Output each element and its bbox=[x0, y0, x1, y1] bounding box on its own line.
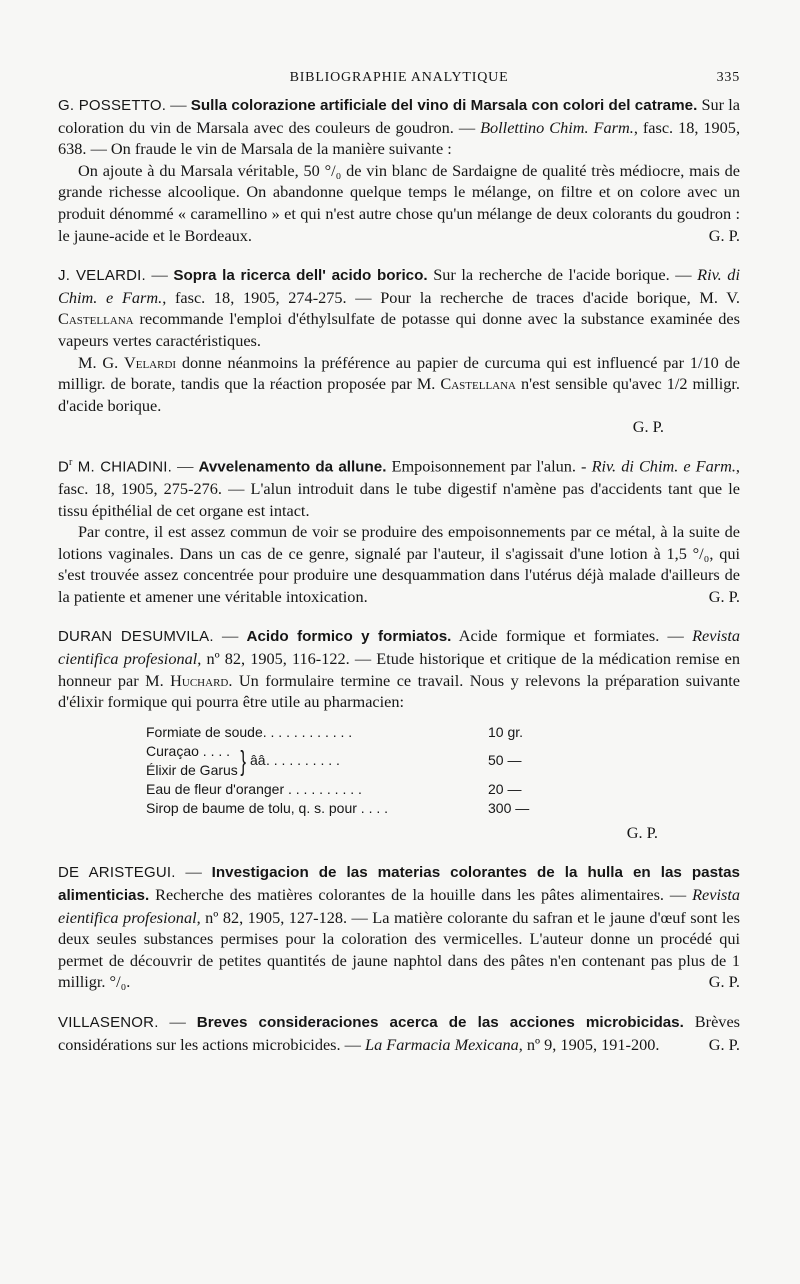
entry-dash: — bbox=[175, 862, 212, 882]
entry-author-sup: r bbox=[69, 456, 73, 468]
entry-translation: Recherche des matières colorantes de la houille dans les pâtes alimentaires. — bbox=[149, 885, 693, 905]
formula-row bbox=[146, 723, 546, 742]
entry-abstract-para: Par contre, il est assez commun de voir se produire des empoisonnements par ce métal, à la suite de lotions vaginales. Dans un cas de ce genre, signalé par l'auteur, il s'agissait d'une lotion à 1,5 °/₀, qui s'est trouvée assez concentrée pour produire une desquammation dans l'utérus déjà malade d'ailleurs de la patiente et amener une véritable intoxication. bbox=[58, 522, 740, 606]
entry-author: DURAN DESUMVILA. bbox=[58, 628, 214, 646]
entry-dash: — bbox=[158, 1012, 197, 1032]
person-name: Castellana bbox=[58, 309, 134, 329]
entry-title: Investigacion de las materias colorantes de la hulla en las pastas alimenticias. bbox=[58, 864, 740, 905]
entry-title: Avvelenamento da allune. bbox=[198, 458, 387, 476]
entry-abstract: , fasc. 18, 1905, 638. — On fraude le vin de Marsala de la manière suivante : bbox=[58, 117, 741, 159]
page-number: 335 bbox=[716, 70, 740, 85]
entry-title: Sopra la ricerca dell' acido borico. bbox=[173, 267, 428, 285]
formula-quantity: 50 — bbox=[488, 752, 522, 769]
bibliography-entry-aristegui bbox=[58, 861, 740, 993]
entry-signature: G. P. bbox=[708, 586, 740, 606]
entry-source: Riv. di Chim. e Farm. bbox=[58, 265, 740, 307]
formula-dots: . . . . . . . . . . bbox=[266, 752, 340, 769]
entry-signature: G. P. bbox=[626, 822, 658, 842]
entry-abstract: , fasc. 18, 1905, 274-275. — Pour la recherche de traces d'acide borique, M. V. bbox=[162, 287, 741, 307]
page bbox=[58, 64, 740, 1055]
entry-abstract-para-end: n'est sensible qu'avec 1/2 milligr. d'acide borique. bbox=[58, 374, 740, 415]
entry-author: DE ARISTEGUI. bbox=[58, 864, 176, 882]
entry-dash: — bbox=[213, 626, 247, 646]
entry-title: Acido formico y formiatos. bbox=[246, 628, 452, 646]
formula-quantity: 10 gr. bbox=[488, 723, 524, 740]
entry-translation: Empoisonnement par l'alun. - bbox=[386, 456, 592, 476]
entry-abstract: , fasc. 18, 1905, 275-276. — L'alun introduit dans le tube digestif n'amène pas d'accidents tant que le tissu épithélial de cet organe est intact. bbox=[58, 456, 740, 520]
formula-ingredient: Élixir de Garus bbox=[146, 761, 238, 778]
entry-author: J. VELARDI. bbox=[58, 267, 146, 285]
running-header bbox=[58, 64, 740, 94]
formula-row-brace bbox=[146, 742, 546, 780]
entry-source: Revista cientifica profesional bbox=[58, 626, 740, 669]
formula-quantity: 300 — bbox=[488, 799, 530, 816]
entry-abstract: , nº 9, 1905, 191-200. bbox=[518, 1034, 660, 1054]
entry-title: Sulla colorazione artificiale del vino di Marsala con colori del catrame. bbox=[190, 97, 698, 114]
entry-abstract-para: M. G. bbox=[78, 352, 124, 372]
entry-source: Bollettino Chim. Farm. bbox=[480, 117, 634, 137]
entry-signature: G. P. bbox=[708, 225, 740, 245]
formula-row bbox=[146, 780, 546, 799]
formula-table bbox=[146, 723, 546, 818]
entry-translation: Sur la recherche de l'acide borique. — bbox=[427, 265, 698, 285]
entry-signature: G. P. bbox=[632, 417, 664, 437]
formula-quantity: 20 — bbox=[488, 780, 522, 797]
entry-abstract-para-cont: donne néanmoins la préférence au papier de curcuma qui est influencé par 1/10 de milligr. de borate, tandis que la réaction proposée par M. bbox=[58, 352, 740, 394]
entry-dash: — bbox=[172, 456, 199, 476]
formula-aa: ââ bbox=[250, 752, 266, 769]
person-name: Velardi bbox=[123, 352, 177, 372]
formula-row bbox=[146, 799, 546, 818]
bibliography-entry-duran-desumvila bbox=[58, 625, 740, 843]
entry-abstract: , nº 82, 1905, 127-128. — La matière colorante du safran et le jaune d'œuf sont les deux seules substances permises pour la coloration des vermicelles. L'auteur donne un procédé qui permet de découvrir de petites quantités de jaune naphtol dans des pâtes n'en contenant pas plus de 1 milligr. °/₀. bbox=[58, 907, 740, 992]
entry-author: G. POSSETTO. bbox=[58, 97, 167, 114]
entry-author: VILLASENOR. bbox=[58, 1014, 159, 1032]
entry-signature: G. P. bbox=[708, 972, 740, 992]
formula-ingredient: Curaçao . . . . bbox=[146, 742, 231, 759]
formula-ingredient: Eau de fleur d'oranger . . . . . . . . . . bbox=[146, 780, 362, 797]
bibliography-entry-posseto bbox=[58, 94, 740, 246]
bibliography-entry-velardi bbox=[58, 264, 740, 438]
entry-author: M. CHIADINI. bbox=[72, 458, 173, 476]
entry-abstract-cont: . Un formulaire termine ce travail. Nous y relevons la préparation suivante d'élixir formique qui pourra être utile au pharmacien: bbox=[58, 670, 740, 712]
entry-translation: Brèves considérations sur les actions microbicides. — bbox=[58, 1012, 741, 1054]
entry-signature: G. P. bbox=[708, 1034, 740, 1054]
running-title: BIBLIOGRAPHIE ANALYTIQUE bbox=[289, 70, 509, 85]
entry-source: La Farmacia Mexicana bbox=[365, 1034, 519, 1054]
entry-dash: — bbox=[145, 265, 174, 285]
person-name: Castellana bbox=[440, 374, 517, 394]
entry-abstract-para: On ajoute à du Marsala véritable, 50 °/₀ de vin blanc de Sardaigne de qualité très médiocre, mais de grande richesse alcoolique. On abandonne quelque temps le mélange, on filtre et on colore avec un produit dénommé « caramellino » et qui n'est autre chose qu'un mélange de deux colorants du goudron : le jaune-acide et le Bordeaux. bbox=[58, 160, 740, 245]
formula-ingredient: Formiate de soude. . . . . . . . . . . . bbox=[146, 723, 353, 740]
entry-source: Riv. di Chim. e Farm. bbox=[591, 456, 736, 476]
brace-glyph: } bbox=[240, 744, 247, 776]
entry-abstract: , nº 82, 1905, 116-122. — Etude historique et critique de la médication remise en honneur par M. bbox=[58, 649, 740, 690]
bibliography-entry-chiadini bbox=[58, 452, 740, 608]
entry-dash: — bbox=[166, 95, 191, 114]
entry-source: Revista eientifica profesional bbox=[58, 885, 740, 927]
entry-translation: Acide formique et formiates. — bbox=[451, 626, 693, 646]
bibliography-entry-villasenor bbox=[58, 1011, 740, 1055]
entry-title: Breves consideraciones acerca de las acciones microbicidas. bbox=[196, 1014, 684, 1032]
person-name: Huchard bbox=[170, 670, 229, 690]
entry-author-prefix: D bbox=[58, 458, 70, 476]
entry-translation: Sur la coloration du vin de Marsala avec des couleurs de goudron. — bbox=[58, 95, 741, 137]
entry-abstract-cont: recommande l'emploi d'éthylsulfate de potasse qui donne avec la substance examinée des vapeurs vertes caractéristiques. bbox=[58, 309, 740, 350]
formula-ingredient: Sirop de baume de tolu, q. s. pour . . . . bbox=[146, 799, 389, 816]
